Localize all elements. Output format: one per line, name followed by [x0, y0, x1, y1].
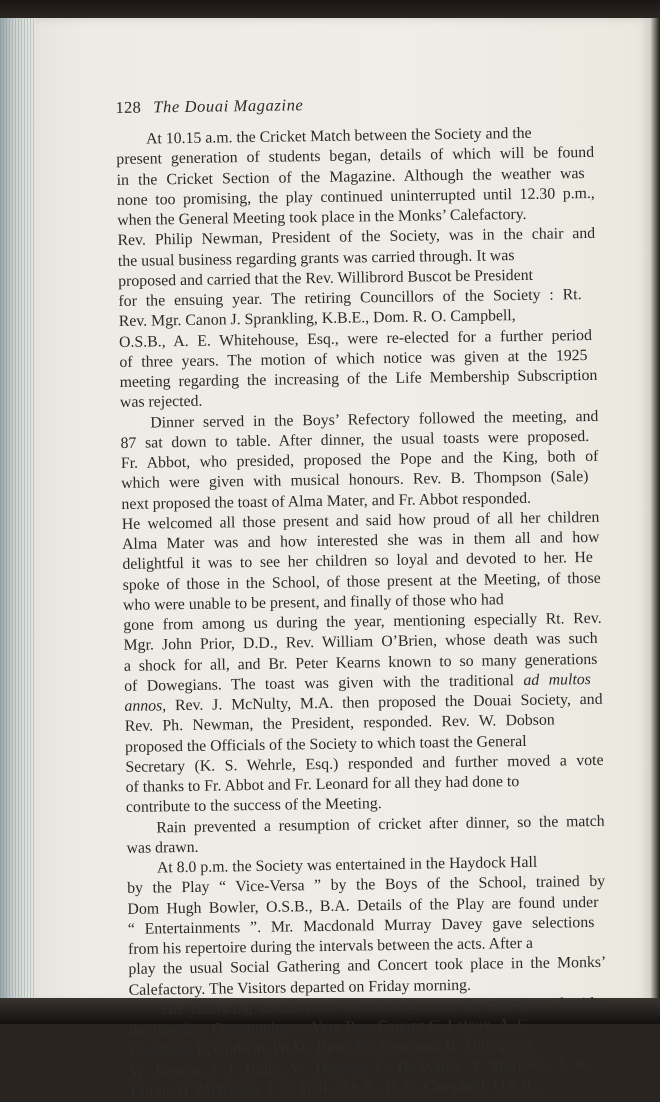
- text-run: “ Entertainments ”. Mr. Macdonald Murray Davey gave selections: [127, 913, 595, 938]
- text-run: gone from among us during the year, mentioning especially Rt. Rev.: [123, 609, 602, 634]
- text-run: by the Play “ Vice-Versa ” by the Boys of the School, trained by: [127, 873, 606, 898]
- text-run: Rain prevented a resumption of cricket after dinner, so the match: [156, 812, 605, 836]
- text-run: from his repertoire during the intervals between the acts. After a: [127, 934, 534, 958]
- text-run: was drawn.: [126, 838, 199, 857]
- italic-phrase: annos,: [124, 697, 167, 715]
- text-run: none too promising, the play continued uninterrupted until 12.30 p.m.,: [116, 184, 595, 209]
- text-run: delightful it was to see her children so loyal and devoted to her. He: [122, 549, 594, 574]
- text-run: of three years. The motion of which notice was given at the 1925: [119, 346, 588, 371]
- text-run: Doran, H. McKenna, J. O. Hall, O.S.B., R. O. Campbell, O.S.B.,: [130, 1076, 540, 1100]
- text-run: proposed and carried that the Rev. Willibrord Buscot be President: [118, 266, 534, 290]
- text-run: Rev. Mgr. Canon J. Sprankling, K.B.E., Dom. R. O. Campbell,: [118, 307, 516, 331]
- text-run: Dinner served in the Boys’ Refectory followed the meeting, and: [150, 407, 599, 432]
- text-run: of thanks to Fr. Abbot and Fr. Leonard for all they had done to: [125, 773, 520, 796]
- text-run: spoke of those in the School, of those present at the Meeting, of those: [122, 569, 601, 594]
- text-run: in the Cricket Section of the Magazine. Although the weather was: [116, 164, 585, 189]
- text-run: which were given with musical honours. Rev. B. Thompson (Sale): [121, 468, 589, 493]
- text-line: [120, 392, 203, 413]
- text-run: a shock for all, and Br. Peter Kearns known to so many generations: [123, 650, 598, 675]
- text-run: Rev. Ph. Newman, the President, responded. Rev. W. Dobson: [124, 711, 555, 736]
- text-run: meeting regarding the increasing of the Life Membership Subscription: [119, 366, 598, 391]
- text-run: was rejected.: [119, 392, 203, 412]
- italic-phrase: ad multos: [523, 670, 591, 689]
- running-header: [115, 95, 303, 118]
- running-title: The Douai Magazine: [153, 95, 304, 117]
- text-run: Mgr. John Prior, D.D., Rev. William O’Brien, whose death was such: [123, 630, 598, 655]
- text-run: Secretary (K. S. Wehrle, Esq.) responded and further moved a vote: [125, 751, 604, 776]
- text-run: Fr. Abbot, who presided, proposed the Pope and the King, both of: [120, 447, 599, 472]
- text-run: the usual business regarding grants was carried through. It was: [117, 246, 515, 270]
- text-run: play the usual Social Gathering and Concert took place in the Monks’: [128, 954, 607, 979]
- text-run: Calefactory. The Visitors departed on Friday morning.: [128, 976, 472, 999]
- text-run: when the General Meeting took place in the Monks’ Calefactory.: [117, 205, 527, 229]
- book-top-edge: [0, 0, 660, 20]
- text-run: present generation of students began, details of which will be found: [116, 144, 595, 169]
- text-run: He welcomed all those present and said how proud of all her children: [121, 508, 600, 533]
- text-run: W. Buscot, J. J. Hally, W. Dobson, C. H. Walsh, T. Morrisey, J. A.: [129, 1055, 591, 1080]
- text-run: The following members of the Society were in attendance besides: [158, 994, 608, 1019]
- text-run: Coughlin, E. Godwin, Ph.D., Revs. Ph. Newman, B. Thompson,: [129, 1036, 536, 1060]
- text-run: Dom Hugh Bowler, O.S.B., B.A. Details of the Play are found under: [127, 893, 599, 918]
- text-run: for the ensuing year. The retiring Councillors of the Society : Rt.: [118, 286, 582, 310]
- text-run: 87 sat down to table. After dinner, the usual toasts were proposed.: [120, 427, 590, 452]
- text-run: At 8.0 p.m. the Society was entertained in the Haydock Hall: [156, 853, 538, 877]
- text-run: At 10.15 a.m. the Cricket Match between the Society and the: [145, 124, 532, 148]
- text-run: who were unable to be present, and finally of those who had: [122, 591, 504, 614]
- text-run: Rev. J. McNulty, M.A. then proposed the Douai Society, and: [166, 690, 603, 715]
- text-run: next proposed the toast of Alma Mater, and Fr. Abbot responded.: [121, 489, 532, 513]
- page-number: 128: [115, 97, 142, 117]
- text-run: proposed the Officials of the Society to which toast the General: [124, 732, 527, 756]
- page-right-edge: [650, 18, 660, 1003]
- text-run: Rev. Philip Newman, President of the Society, was in the chair and: [117, 225, 596, 250]
- text-run: Alma Mater was and how interested she was in them all and how: [121, 528, 600, 553]
- text-run: contribute to the success of the Meeting.: [125, 795, 382, 817]
- text-run: the Resident Community :—Very Rev. Canons C. Leteux, A. C.: [129, 1015, 533, 1039]
- text-run: O.S.B., A. E. Whitehouse, Esq., were re-elected for a further period: [118, 326, 593, 351]
- text-run: of Dowegians. The toast was given with the traditional: [124, 671, 524, 695]
- text-line: [126, 838, 198, 859]
